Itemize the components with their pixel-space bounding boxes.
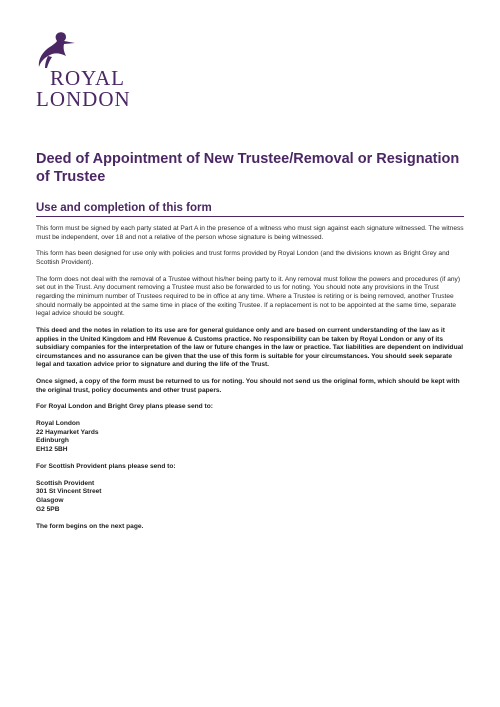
paragraph-removal: The form does not deal with the removal of a Trustee without his/her being party to it. Any removal must follow the powers and procedures (if any) set out in the Trust. Any document removing a Trustee must also be forwarded to us for noting. You should note any provisions in the Trust regarding the minimum number of Trustees required to be in office at any time. Where a Trustee is retiring or is being removed, another Trustee should normally be appointed at the same time in place of the exiting Trustee. If a replacement is not to be appointed at the same time, separate legal advice should be sought. [36, 275, 461, 318]
address-line: EH12 5BH [36, 446, 68, 453]
paragraph-signing: This form must be signed by each party stated at Part A in the presence of a witness who must sign against each signature witnessed. The witness must be independent, over 18 and not a relative of the person whose signature is being witnessed. [36, 225, 464, 241]
paragraph-send-to-royal-london: For Royal London and Bright Grey plans please send to: [36, 403, 213, 411]
address-line: Royal London [36, 420, 80, 428]
document-title: Deed of Appointment of New Trustee/Removal or Resignation of Trustee [36, 151, 460, 185]
address-line: Glasgow [36, 496, 64, 504]
paragraph-return-copy: Once signed, a copy of the form must be returned to us for noting. You should not send us the original form, which should be kept with the original trust, policy documents and other trust papers. [36, 378, 460, 394]
address-line: Scottish Provident [36, 479, 95, 487]
paragraph-send-to-scottish-provident: For Scottish Provident plans please send to: [36, 462, 176, 470]
address-royal-london [36, 420, 466, 454]
paragraph-form-begins: The form begins on the next page. [36, 522, 144, 530]
address-line: 301 St Vincent Street [36, 488, 102, 496]
logo-wordmark-london: LONDON [36, 87, 131, 111]
royal-london-logo [36, 30, 156, 110]
section-heading: Use and completion of this form [36, 202, 212, 214]
logo-wordmark-royal: ROYAL [50, 66, 126, 90]
pelican-icon [36, 30, 80, 70]
address-scottish-provident [36, 480, 466, 514]
section-divider [36, 216, 464, 217]
paragraph-usage: This form has been designed for use only with policies and trust forms provided by Royal London (and the divisions known as Bright Grey and Scottish Provident). [36, 250, 450, 266]
address-line: G2 5PB [36, 505, 60, 513]
paragraph-disclaimer: This deed and the notes in relation to its use are for general guidance only and are based on current understanding of the law as it applies in the United Kingdom and HM Revenue & Customs practice. No responsibility can be taken by Royal London or any of its subsidiary companies for the interpretation of the law or future changes in the law or practice. Tax liabilities are dependent on individual circumstances and no assurance can be given that the use of this form is suitable for your circumstances. You should seek separate legal and taxation advice prior to signature and during the life of the Trust. [36, 326, 464, 369]
document-body [36, 225, 466, 539]
address-line: Edinburgh [36, 437, 69, 445]
address-line: 22 Haymarket Yards [36, 428, 99, 436]
